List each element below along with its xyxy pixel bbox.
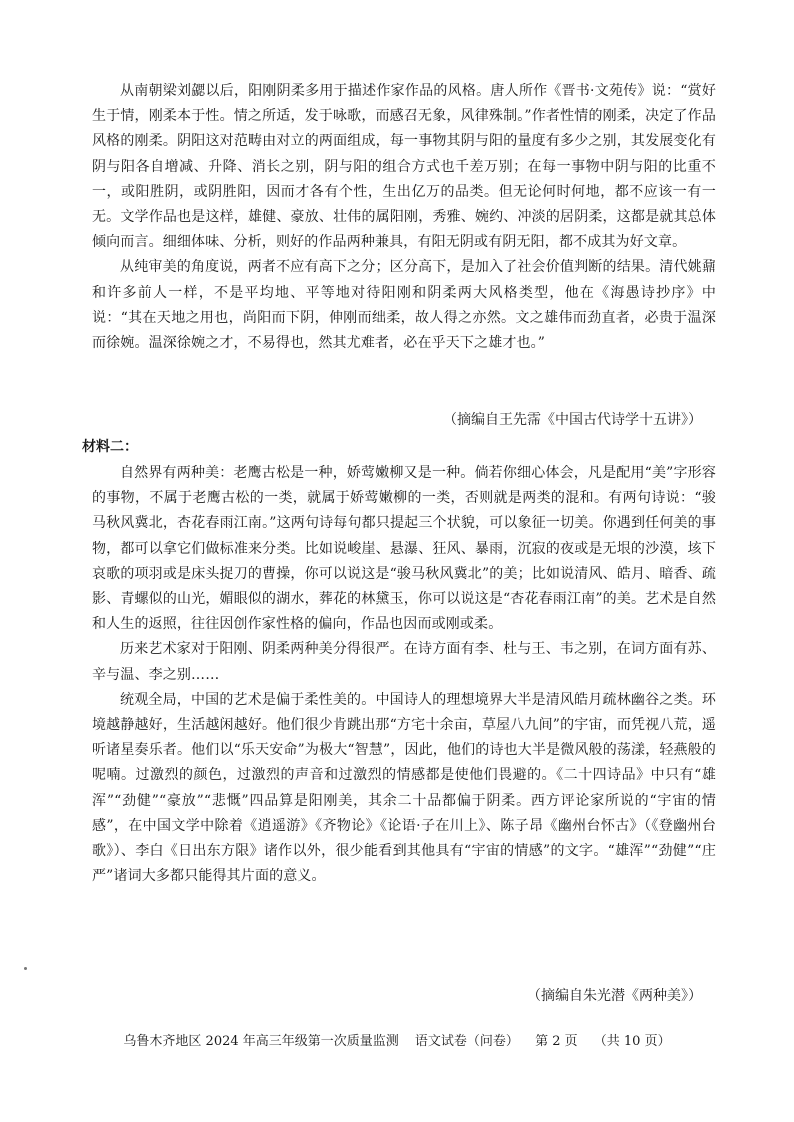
material-two-heading: 材料二： bbox=[82, 439, 138, 455]
material-one-paragraph-2: 从纯审美的角度说，两者不应有高下之分；区分高下，是加入了社会价值判断的结果。清代姚鼐和许多前人一样，不是平均地、平等地对待阳刚和阴柔两大风格类型，他在《海愚诗抄序》中说：“其在天地之用也，尚阳而下阴，伸刚而绌柔，故人得之亦然。文之雄伟而劲直者，必贵于温深而徐婉。温深徐婉之才，不易得也，然其尤难者，必在乎天下之雄才也。” bbox=[92, 259, 716, 352]
material-one-source: （摘编自王先霈《中国古代诗学十五讲》） bbox=[443, 412, 702, 428]
scan-speck bbox=[24, 967, 27, 970]
material-one-paragraph-1: 从南朝梁刘勰以后，阳刚阴柔多用于描述作家作品的风格。唐人所作《晋书·文苑传》说：“赏好生于情，刚柔本于性。情之所适，发于咏歌，而感召无象，风律殊制。”作者性情的刚柔，决定了作品风格的刚柔。阴阳这对范畴由对立的两面组成，每一事物其阴与阳的量度有多少之别，其发展变化有阴与阳各自增减、升降、消长之别，阴与阳的组合方式也千差万别；在每一事物中阴与阳的比重不一，或阳胜阴，或阴胜阳，因而才各有个性，生出亿万的品类。但无论何时何地，都不应该一有一无。文学作品也是这样，雄健、豪放、壮伟的属阳刚，秀雅、婉约、冲淡的居阴柔，这都是就其总体倾向而言。细细体味、分析，则好的作品两种兼具，有阳无阴或有阴无阳，都不成其为好文章。 bbox=[92, 83, 716, 251]
footer-exam-title: 乌鲁木齐地区 2024 年高三年级第一次质量监测 bbox=[123, 1034, 399, 1049]
footer-subject: 语文试卷（问卷） bbox=[414, 1034, 519, 1049]
material-two-source: （摘编自朱光潜《两种美》） bbox=[527, 988, 702, 1004]
footer-total-pages: （共 10 页） bbox=[593, 1034, 671, 1049]
material-two-block bbox=[92, 461, 716, 889]
material-two-paragraph-2: 历来艺术家对于阳刚、阴柔两种美分得很严。在诗方面有李、杜与王、韦之别，在词方面有苏、辛与温、李之别…… bbox=[92, 641, 716, 683]
material-one-block bbox=[92, 79, 716, 356]
material-two-paragraph-1: 自然界有两种美：老鹰古松是一种，娇莺嫩柳又是一种。倘若你细心体会，凡是配用“美”字形容的事物，不属于老鹰古松的一类，就属于娇莺嫩柳的一类，否则就是两类的混和。有两句诗说：“骏马秋风冀北，杏花春雨江南。”这两句诗每句都只提起三个状貌，可以象征一切美。你遇到任何美的事物，都可以拿它们做标准来分类。比如说峻崖、悬瀑、狂风、暴雨，沉寂的夜或是无垠的沙漠，垓下哀歌的项羽或是床头捉刀的曹操，你可以说这是“骏马秋风冀北”的美；比如说清风、皓月、暗香、疏影、青螺似的山光，媚眼似的湖水，葬花的林黛玉，你可以说这是“杏花春雨江南”的美。艺术是自然和人生的返照，往往因创作家性格的偏向，作品也因而或刚或柔。 bbox=[92, 465, 716, 633]
page-footer bbox=[0, 1032, 794, 1052]
footer-page-number: 第 2 页 bbox=[535, 1034, 578, 1049]
material-two-paragraph-3: 统观全局，中国的艺术是偏于柔性美的。中国诗人的理想境界大半是清风皓月疏林幽谷之类。环境越静越好，生活越闲越好。他们很少肯跳出那“方宅十余亩，草屋八九间”的宇宙，而凭视八荒，遥听诸星奏乐者。他们以“乐天安命”为极大“智慧”，因此，他们的诗也大半是微风般的荡漾，轻燕般的呢喃。过激烈的颜色，过激烈的声音和过激烈的情感都是使他们畏避的。《二十四诗品》中只有“雄浑”“劲健”“豪放”“悲慨”四品算是阳刚美，其余二十品都偏于阴柔。西方评论家所说的“宇宙的情感”，在中国文学中除着《逍遥游》《齐物论》《论语·子在川上》、陈子昂《幽州台怀古》（《登幽州台歌》）、李白《日出东方限》诸作以外，很少能看到其他具有“宇宙的情感”的文字。“雄浑”“劲健”“庄严”诸词大多都只能得其片面的意义。 bbox=[92, 691, 716, 885]
